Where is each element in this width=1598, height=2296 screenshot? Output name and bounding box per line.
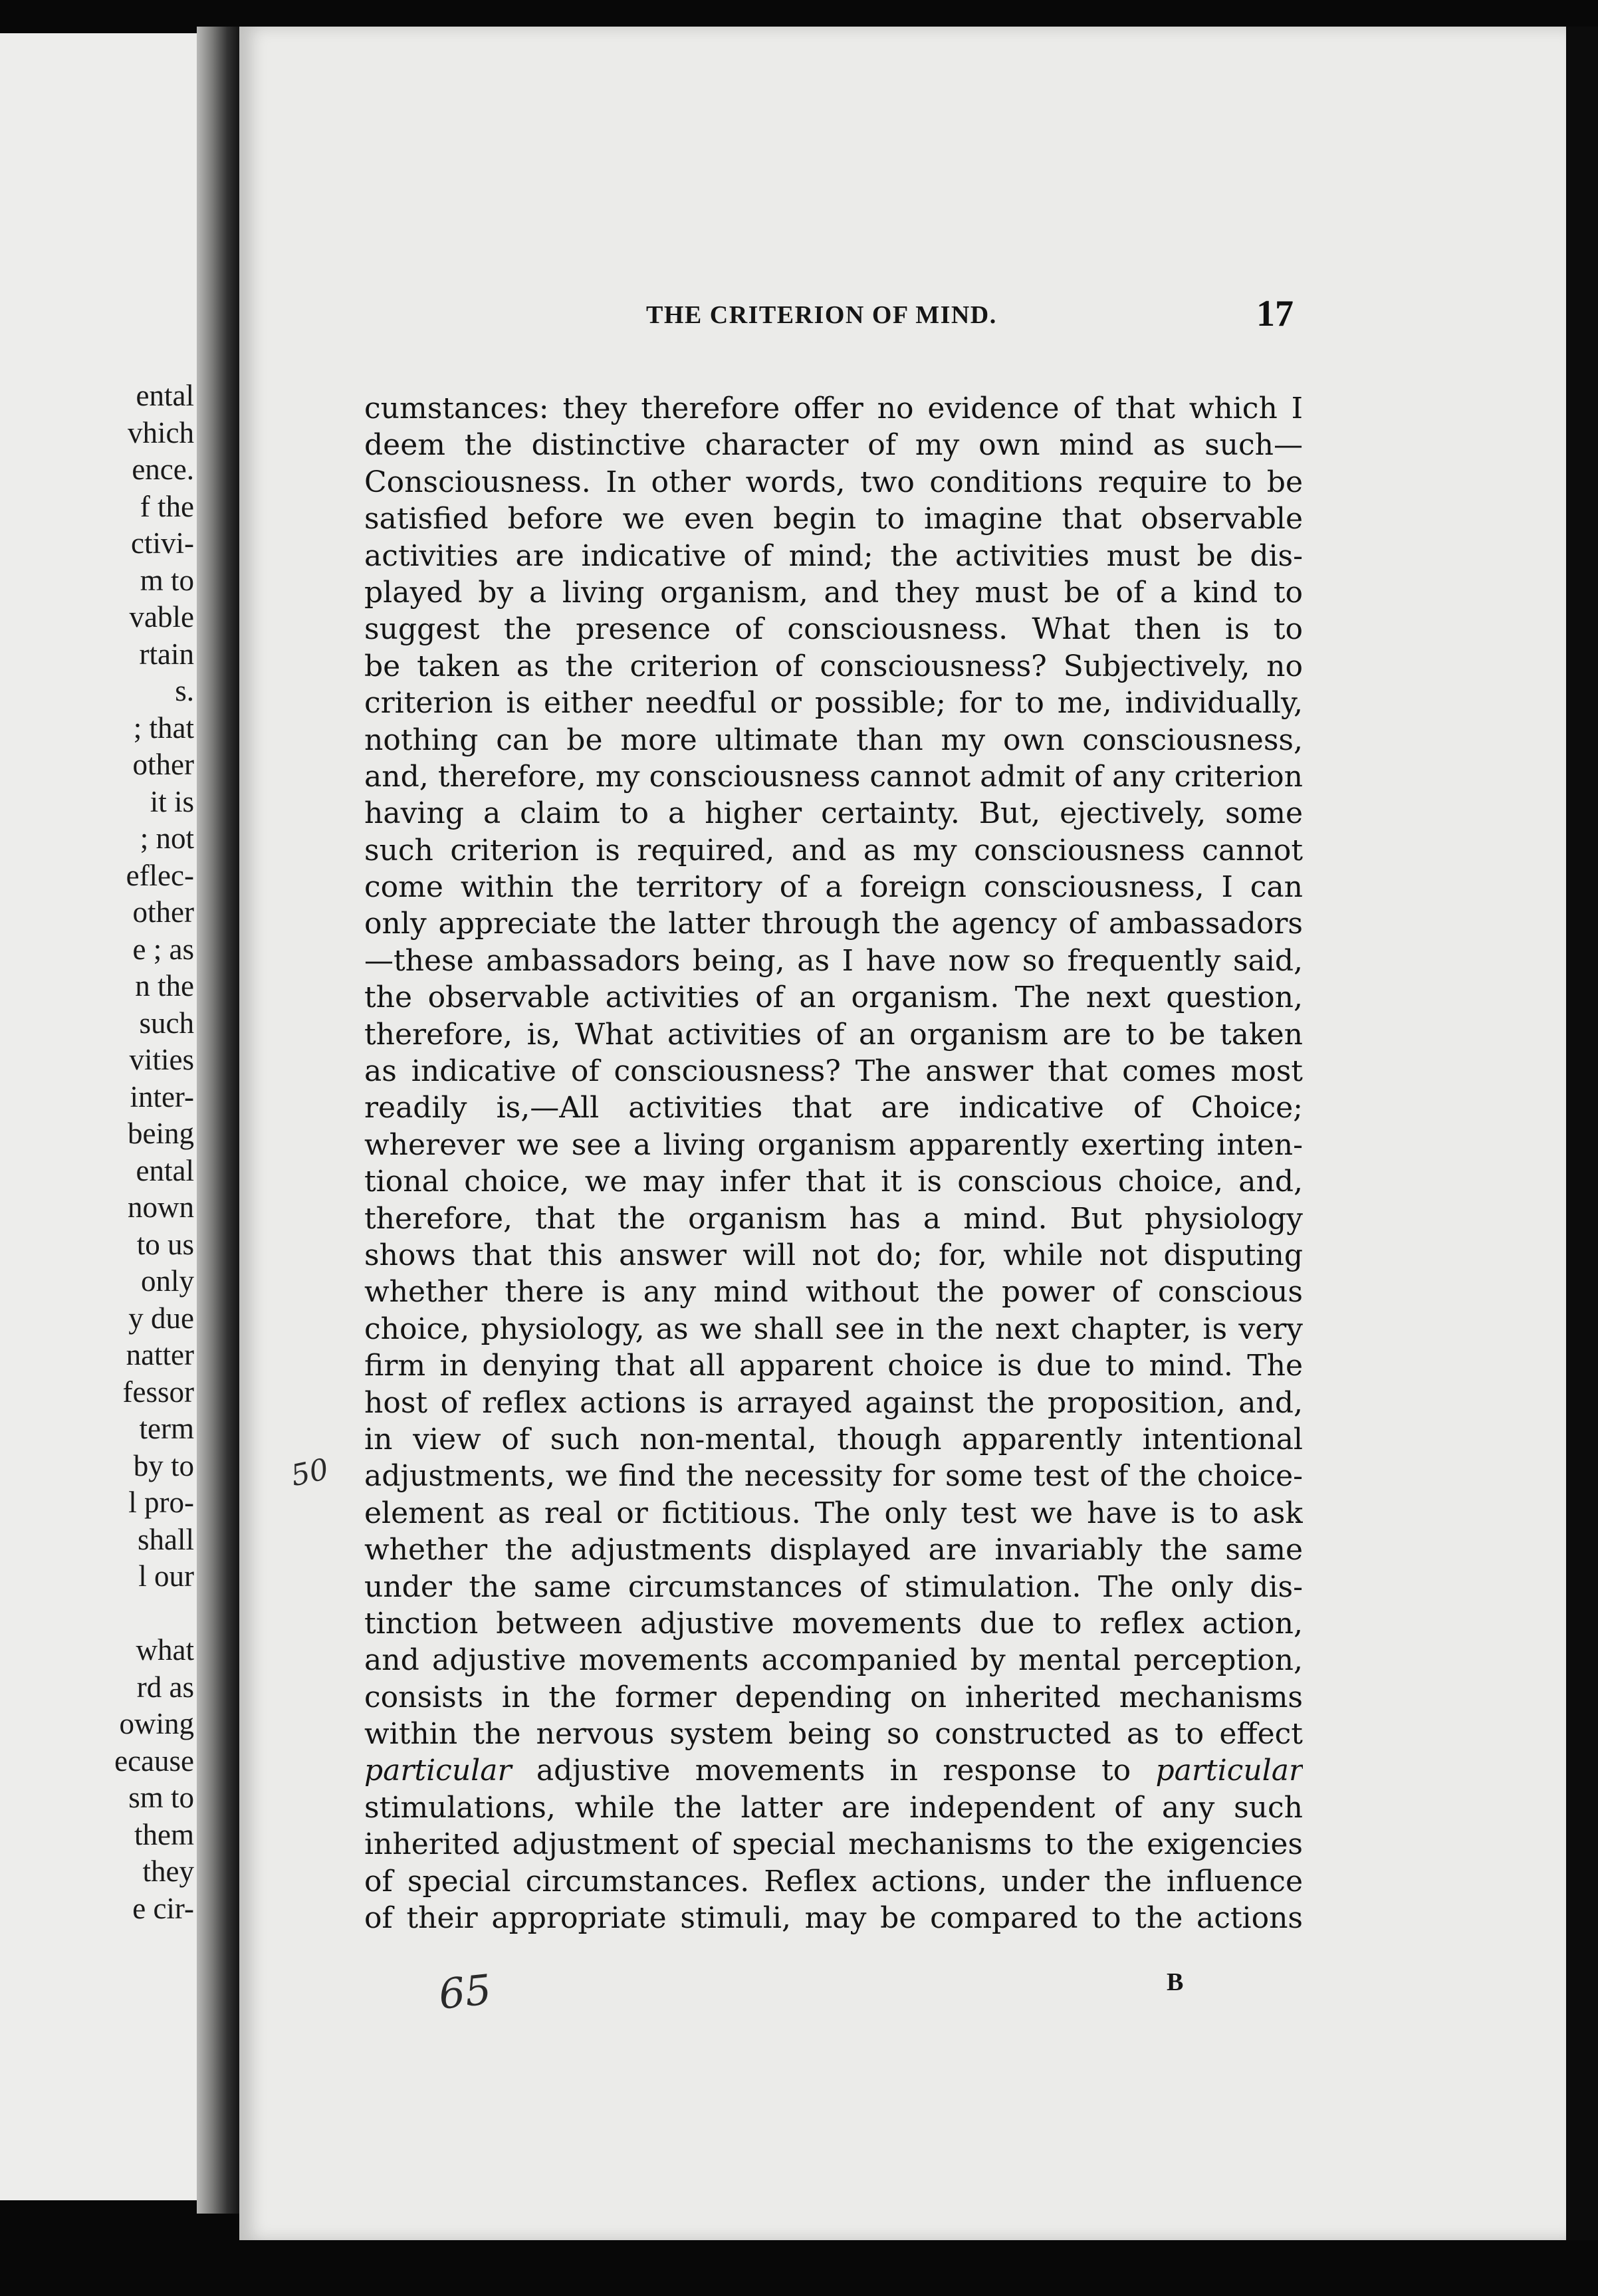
left-line: fessor <box>122 1375 194 1409</box>
text-line: played by a living organism, and they must be of a kind to <box>364 575 1303 610</box>
left-line: l pro- <box>128 1486 194 1519</box>
left-line: rd as <box>136 1670 194 1704</box>
text-line: whether the adjustments displayed are invariably the same <box>364 1533 1303 1567</box>
text-line: choice, physiology, as we shall see in the next chapter, is very <box>364 1312 1303 1346</box>
text-line: be taken as the criterion of consciousness? Subjectively, no <box>364 649 1303 683</box>
left-line: shall <box>138 1522 194 1556</box>
text-line: activities are indicative of mind; the activities must be dis- <box>364 538 1303 573</box>
left-line: n the <box>135 969 194 1002</box>
book-gutter-shadow <box>197 27 241 2214</box>
left-line: ctivi- <box>131 526 194 560</box>
text-line: having a claim to a higher certainty. But, ejectively, some <box>364 796 1303 831</box>
left-line: rtain <box>139 637 194 671</box>
handwritten-margin-note: 50 <box>288 1452 332 1494</box>
text-line: and, therefore, my consciousness cannot admit of any criterion <box>364 759 1303 794</box>
left-line: what <box>136 1633 194 1666</box>
text-line: element as real or fictitious. The only test we have is to ask <box>364 1496 1303 1530</box>
text-line-italic <box>364 1752 1303 1789</box>
text-line: therefore, that the organism has a mind. But physiology <box>364 1201 1303 1236</box>
left-line: owing <box>119 1707 194 1740</box>
left-line: term <box>139 1412 194 1445</box>
text-line: only appreciate the latter through the agency of ambassadors <box>364 907 1303 941</box>
left-line: ; that <box>133 711 194 745</box>
text-line: shows that this answer will not do; for, while not disputing <box>364 1238 1303 1272</box>
text-line: whether there is any mind without the power of conscious <box>364 1275 1303 1310</box>
text-line: deem the distinctive character of my own mind as such— <box>364 428 1303 463</box>
text-line: firm in denying that all apparent choice is due to mind. The <box>364 1349 1303 1383</box>
text-line: nothing can be more ultimate than my own consciousness, <box>364 723 1303 757</box>
text-line: as indicative of consciousness? The answer that comes most <box>364 1054 1303 1089</box>
left-line: them <box>134 1817 194 1851</box>
left-line: s. <box>175 674 194 707</box>
text-line: wherever we see a living organism apparently exerting inten- <box>364 1127 1303 1162</box>
text-line: such criterion is required, and as my consciousness cannot <box>364 833 1303 867</box>
left-page-text <box>0 378 194 1927</box>
left-line: sm to <box>128 1781 194 1814</box>
left-line: other <box>132 895 194 929</box>
text-line: satisfied before we even begin to imagine that observable <box>364 502 1303 536</box>
left-line: e cir- <box>132 1891 194 1925</box>
italic-word: particular <box>364 1754 512 1788</box>
running-head-title: THE CRITERION OF MIND. <box>646 301 997 329</box>
text-line: adjustments, we find the necessity for some test of the choice- <box>364 1459 1303 1494</box>
body-text <box>364 390 1303 1936</box>
left-line: m to <box>140 563 194 597</box>
text-line: in view of such non-mental, though apparently intentional <box>364 1422 1303 1456</box>
left-line: vable <box>129 600 194 633</box>
italic-word: particular <box>1155 1754 1303 1788</box>
text-line: of special circumstances. Reflex actions, under the influence <box>364 1864 1303 1898</box>
left-line: ; not <box>140 822 194 855</box>
text-line: therefore, is, What activities of an organism are to be taken <box>364 1017 1303 1052</box>
text-line: tinction between adjustive movements due to reflex action, <box>364 1606 1303 1641</box>
text-line: Consciousness. In other words, two conditions require to be <box>364 465 1303 499</box>
text-line: under the same circumstances of stimulation. The only dis- <box>364 1569 1303 1604</box>
left-line: l our <box>138 1559 194 1593</box>
left-line: ental <box>136 1153 194 1187</box>
left-line: other <box>132 748 194 781</box>
text-line: come within the territory of a foreign consciousness, I can <box>364 870 1303 905</box>
left-line: nown <box>128 1191 194 1224</box>
left-facing-page <box>0 33 199 2200</box>
text-line: criterion is either needful or possible; for to me, individually, <box>364 686 1303 721</box>
text-line: and adjustive movements accompanied by mental perception, <box>364 1643 1303 1678</box>
left-line: only <box>140 1264 194 1298</box>
left-line: ence. <box>132 453 194 486</box>
text-line: consists in the former depending on inherited mechanisms <box>364 1680 1303 1714</box>
left-line: eflec- <box>126 858 194 892</box>
text-line: stimulations, while the latter are independent of any such <box>364 1790 1303 1825</box>
page-number: 17 <box>1256 293 1294 334</box>
text-line: host of reflex actions is arrayed against the proposition, and, <box>364 1385 1303 1420</box>
left-line: it is <box>150 784 194 818</box>
text-line: readily is,—All activities that are indicative of Choice; <box>364 1091 1303 1125</box>
left-line: vhich <box>128 415 194 449</box>
text-line: cumstances: they therefore offer no evidence of that which I <box>364 392 1303 425</box>
left-line: y due <box>128 1301 194 1335</box>
left-line: being <box>128 1117 194 1150</box>
left-line: vities <box>129 1043 194 1076</box>
text-line: —these ambassadors being, as I have now so frequently said, <box>364 943 1303 978</box>
left-line-gap <box>0 1595 194 1633</box>
left-line: ental <box>136 379 194 412</box>
left-line: to us <box>136 1227 194 1261</box>
left-line: such <box>139 1006 194 1040</box>
right-scan-border <box>1566 27 1598 2240</box>
left-line: they <box>142 1855 194 1888</box>
left-line: by to <box>133 1448 194 1482</box>
text-line: suggest the presence of consciousness. What then is to <box>364 612 1303 647</box>
left-line: f the <box>140 489 194 523</box>
left-line: ecause <box>114 1744 194 1778</box>
text-line: within the nervous system being so constructed as to effect <box>364 1717 1303 1752</box>
left-line: natter <box>126 1338 194 1371</box>
left-line: e ; as <box>132 932 194 966</box>
text-line: inherited adjustment of special mechanisms to the exigencies <box>364 1827 1303 1862</box>
text-line: tional choice, we may infer that it is conscious choice, and, <box>364 1165 1303 1199</box>
left-line: inter- <box>130 1080 194 1113</box>
text-segment: adjustive movements in response to <box>511 1754 1156 1788</box>
book-page <box>239 27 1566 2240</box>
handwritten-page-note: 65 <box>436 1965 494 2019</box>
text-line: the observable activities of an organism. The next question, <box>364 980 1303 1015</box>
signature-mark: B <box>1167 1968 1184 1996</box>
text-line: of their appropriate stimuli, may be compared to the actions <box>364 1901 1303 1936</box>
